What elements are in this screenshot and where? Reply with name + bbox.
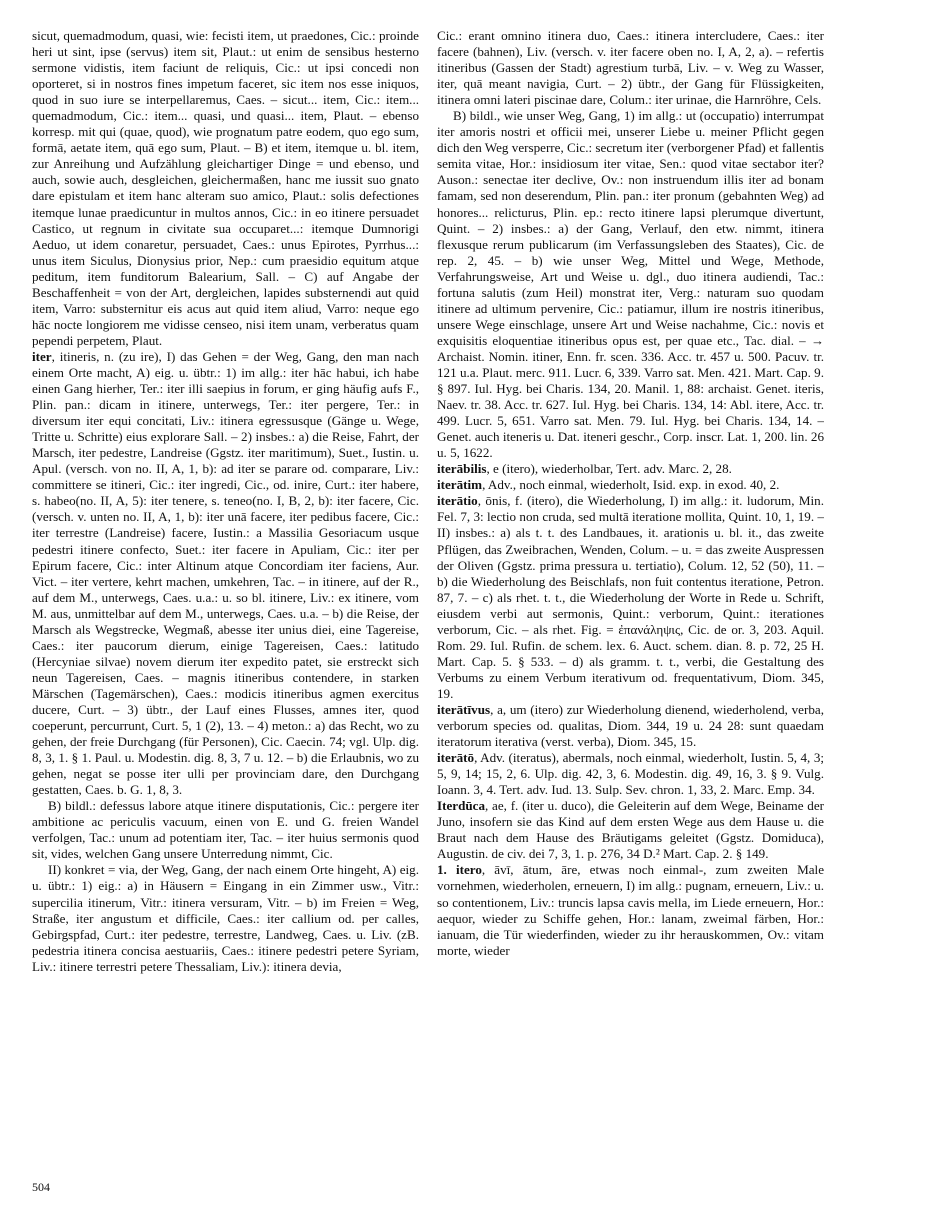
- paragraph-text: B) bildl., wie unser Weg, Gang, 1) im allg.: ut (occupatio) interrumpat iter amoris nostri et officii mei, unserer Liebe u. meiner Pflicht gegen dich den Weg versperre, Cic.: secretum iter (verborgener Pfad) et fallentis semita vitae, Hor.: insidiosum iter vitae, Sen.: quod vitae sectabor iter? Auson.: senectae iter declive, Ov.: non instruendum illis iter ad bonam famam, sed non deserendum, Plin. pan.: iter pronum (gebahnten Weg) ad honores... relicturus, Plin. ep.: recto itinere lapsi plerumque divertunt, Quint. – 2) insbes.: a) der Gang, Verlauf, den etw. nimmt, itinera flexusque rerum publicarum (im Verfassungsleben des Staates), Cic. de rep. 2, 45. – b) wie unser Weg, Mittel und Wege, Methode, Verfahrungsweise, Art und Weise u. dgl., duo itinera audiendi, Tac.: fortuna salutis (zum Heil) monstrat iter, Verg.: naturam suo quodam itinere ad ultimum pervenire, Cic.: patiamur, illum ire nostris itineribus, unsere Wege einschlage, unsere Art und Weise nachahme, Cic.: novis et exquisitis eloquentiae itineribus opus est, per quae etc., Tac. dial. – → Archaist. Nomin. itiner, Enn. fr. scen. 336. Acc. tr. 457 u. 500. Pacuv. tr. 121 u.a. Plaut. merc. 911. Lucr. 6, 339. Varro sat. Men. 421. Mart. Cap. 9. § 897. Iul. Hyg. bei Charis. 134, 20. Manil. 1, 88: archaist. Genet. iteris, Naev. tr. 38. Acc. tr. 627. Iul. Hyg. bei Charis. 134, 14: Abl. itere, Acc. tr. 499. Lucr. 5, 651. Varro sat. Men. 79. Iul. Hyg. bei Charis. 134, 14. – Genet. auch iteneris u. Dat. iteneri geschr., Corp. inscr. Lat. 1, 200. lin. 26 u. 5, 1622.: [437, 108, 824, 461]
- iter-continuation: [437, 28, 824, 108]
- entry-body: , itineris, n. (zu ire), I) das Gehen = der Weg, Gang, den man nach einem Orte macht, A) eig. u. übtr.: 1) im allg.: iter hāc habui, ich habe einen Gang hierher, Ter.: iter illi saepius in forum, er ging häufig aufs F., Plin. pan.: dicam in itinere, unterwegs, Ter.: iter pergere, Ter.: in diversum iter equi concitati, Liv.: itinera egressusque (Gänge u. Wege, Tritte u. Schritte) eius explorare Sall. – 2) insbes.: a) die Reise, Fahrt, der Marsch, iter pedestre, Landreise (Ggstz. iter maritimum), Suet., Iustin. u. Apul. (versch. von no. II, A, 1, b): ad iter se parare od. comparare, Liv.: committere se itineri, Cic.: iter ingredi, Cic., od. inire, Curt.: iter habere, s. habeo(no. II, A, 5): iter tenere, s. teneo(no. I, B, 2, b): iter facere, Cic. (versch. v. unten no. II, A, 1, b): iter unā facere, iter pedibus facere, Cic.: iter terrestre (Landreise) facere, Iustin.: a Massilia Gesoriacum usque pedestri itinere confecto, Suet.: iter facere in Apuliam, Cic.: iter per Epirum facere, Cic.: inter Altinum atque Concordiam iter faciens, Aur. Vict. – iter vertere, kehrt machen, umkehren, Tac. – in itinere, auf der R., auf dem M., unterwegs, Caes. u.a.: u. so bl. itinere, Liv.: ex itinere, vom M. aus, unmittelbar auf dem M., unterwegs, Caes. u.a. – b) die Reise, der Marsch als Wegstrecke, Wegmaß, abesse iter unius diei, eine Tagereise, Caes.: iter paucorum dierum, einige Tagereisen, Caes.: latitudo (Hercyniae silvae) novem dierum iter expedito patet, sie erstreckt sich neun Tagereisen, Caes. – magnis itineribus contendere, in starken Märschen (Tagemärschen), Caes.: modicis itineribus agmen exercitus ducere, Curt. – 3) übtr., der Lauf eines Flusses, amnes iter, quod coeperunt, percurrunt, Curt. 5, 1 (2), 13. – 4) meton.: a) das Recht, wo zu gehen, der freie Durchgang (für Personen), Cic. Caecin. 74; vgl. Ulp. dig. 8, 3, 1. § 1. Paul. u. Modestin. dig. 8, 3, 7 u. 12. – b) die Erlaubnis, wo zu gehen, negat se posse iter ulli per provinciam dare, den Durchgang gestatten, Caes. b. G. 1, 8, 3.: [32, 348, 419, 798]
- entry-headword: iterātio: [437, 493, 478, 509]
- paragraph-text: II) konkret = via, der Weg, Gang, der nach einem Orte hingeht, A) eig. u. übtr.: 1) eig.: a) in Häusern = Eingang in ein Zimmer usw., Vitr.: supercilia itinerum, Vitr.: itinera versuram, Vitr. – b) im Freien = Weg, Straße, iter angustum et difficile, Caes.: iter callium od. per calles, Gebirgspfad, Curt.: iter pedestre, terrestre, Landweg, Caes. u. Liv. (zB. pedestria itinera concisa aestuariis, Caes.: itinere pedestri petere Syriam, Liv.: itinere terrestri petere Thessaliam, Liv.): itinera devia,: [32, 862, 419, 974]
- page-number: 504: [32, 1180, 50, 1194]
- entry-body: , ōnis, f. (itero), die Wiederholung, I) im allg.: it. ludorum, Min. Fel. 7, 3: lectio non cruda, sed multā iteratione mollita, Quint. 10, 1, 19. – II) insbes.: a) als t. t. des Landbaues, it. arationis u. bl. it., das zweite Pflügen, das Zweibrachen, Wenden, Colum. – u. = das zweite Auspressen der Oliven (Ggstz. prima pressura u. tertiatio), Colum. 12, 52 (50), 11. – b) die Wiederholung des Beischlafs, non fuit contentus iteratione, Petron. 87, 7. – c) als rhet. t. t., die Wiederholung der Worte in Rede u. Schrift, eiusdem verbi aut sermonis, Quint.: verborum, Quint.: iterationes verborum, Cic. – als rhet. Fig. = ἐπανάληψις, Cic. de or. 3, 203. Aquil. Rom. 29. Iul. Rufin. de schem. lex. 6. Auct. schem. dian. 8. p. 72, 25 H. Mart. Cap. 5. § 533. – d) als gramm. t. t., verbi, die Gestaltung des Verbums zu einem Verbum iterativum od. frequentativum, Diom. 345, 19.: [437, 493, 824, 701]
- entry-headword: iterātim: [437, 477, 483, 493]
- right-column: [437, 28, 824, 1186]
- left-column: [32, 28, 419, 1186]
- entry-body: , Adv. (iteratus), abermals, noch einmal, wiederholt, Iustin. 5, 4, 3; 5, 9, 14; 15, 2, 6. Ulp. dig. 42, 3, 6. Modestin. dig. 49, 16, 3. § 9. Vulg. Ioann. 3, 4. Tert. adv. Iud. 13. Sulp. Sev. chron. 1, 33, 2. Marc. Emp. 34.: [437, 750, 824, 798]
- entry-body: , a, um (itero) zur Wiederholung dienend, wiederholend, verba, verborum species od. qualitas, Diom. 344, 19 u. 24 28: sunt quaedam iteratorum iterativa (verst. verba), Diom. 345, 15.: [437, 701, 824, 750]
- entry-headword: iter: [32, 348, 52, 364]
- entry-iteratio: [437, 493, 824, 702]
- entry-itero: [437, 862, 824, 958]
- entry-headword: iterātō: [437, 750, 475, 766]
- paragraph-text: sicut, quemadmodum, quasi, wie: fecisti item, ut praedones, Cic.: proinde heri ut sint, ipse (servus) item sit, Plaut.: ut enim de sensibus hesterno sermone vidistis, item faciunt de reliquis, Cic.: ut ipsi concedi non oporteret, si in nostros fines impetum faceret, sic item nos esse iniquos, quod in suo iure se interpellaremus, Caes. – sicut... item, Cic.: item... quemadmodum, Cic.: item... quasi, und quasi... item, Plaut. – ebenso korresp. mit qui (quae, quod), wie prognatum patre eodem, quo ego sum, formā, aetate item, quā ego sum, Plaut. – B) et item, itemque u. bl. item, zur Anreihung und Aufzählung gleichartiger Dinge = und ebenso, und auch, sowie auch, desgleichen, gleichermaßen, hanc me iussit suo gnato dare epistulam et item hanc alteram suo amico, Plaut.: solis defectiones itemque lunae praedicuntur in multos annos, Cic.: in eo itinere persuadet Castico, ut regnum in civitate sua occuparet...: itemque Dumnorigi Aeduo, ut idem conaretur, persuadet, Caes.: unus Epirotes, Pyrrhus...: unus item Siculus, Dionysius prior, Nep.: cum praesidio equitum atque peditum, item funditorum Balearium, Sall. – C) auf Angabe der Beschaffenheit = von der Art, dergleichen, lapides substernendi aut quid item, Varro: substernitur eis acus aut quid item aliud, Varro: neque ego hāc nocte longiorem me vidisse censeo, nisi item unam, verberatus quam pependi perpetem, Plaut.: [32, 28, 419, 348]
- entry-headword: Iterdūca: [437, 798, 486, 814]
- entry-iter: [32, 349, 419, 798]
- entry-iterativus: [437, 702, 824, 750]
- iter-section-ii: [32, 862, 419, 974]
- paragraph-text: Cic.: erant omnino itinera duo, Caes.: itinera intercludere, Caes.: iter facere (bahnen), Liv. (versch. v. iter facere oben no. I, A, 2, a). – refertis itineribus (Gassen der Stadt) agrestium turbā, Liv. – v. Weg zu Wasser, iter, quā meant navigia, Curt. – 2) übtr., der Gang für Flüssigkeiten, itinera omni lateri piscinae dare, Colum.: iter urinae, die Harnröhre, Cels.: [437, 28, 824, 108]
- entry-iterduca: [437, 798, 824, 862]
- entry-iteratim: [437, 477, 824, 493]
- entry-iterato: [437, 750, 824, 798]
- entry-headword: iterābilis: [437, 461, 487, 477]
- iter-section-b: [32, 798, 419, 862]
- item-entry-continuation: [32, 28, 419, 349]
- iter-section-ii-b: [437, 108, 824, 461]
- paragraph-text: B) bildl.: defessus labore atque itinere disputationis, Cic.: pergere iter ambitione ac periculis vacuum, einen von E. und G. freien Wandel verfolgen, Tac.: unum ad potentiam iter, Tac. – iter huius sermonis quod sit, vides, welchen Gang unsere Unterredung nimmt, Cic.: [32, 798, 419, 862]
- entry-body: , e (itero), wiederholbar, Tert. adv. Marc. 2, 28.: [486, 461, 732, 477]
- entry-iterabilis: [437, 461, 824, 477]
- entry-body: , Adv., noch einmal, wiederholt, Isid. exp. in exod. 40, 2.: [482, 477, 780, 493]
- entry-body: , āvī, ātum, āre, etwas noch einmal-, zum zweiten Male vornehmen, wiederholen, erneuern, I) im allg.: pugnam, erneuern, Liv.: u. so contentionem, Liv.: truncis lapsa cavis mella, im Liede erneuern, Hor.: aequor, wieder zu Schiffe gehen, Hor.: lanam, zweimal färben, Hor.: ianuam, die Tür wiederfinden, wieder zu ihr herauskommen, Ov.: vitam morte, wieder: [437, 862, 824, 958]
- entry-headword: 1. itero: [437, 862, 482, 878]
- entry-headword: iterātīvus: [437, 701, 491, 717]
- entry-body: , ae, f. (iter u. duco), die Geleiterin auf dem Wege, Beiname der Juno, insofern sie das Kind auf dem ersten Wege aus dem Hause u. die Braut nach dem Hause des Bräutigams geleitet (Ggstz. Domiduca), Augustin. de civ. dei 7, 3, 1. p. 276, 34 D.² Mart. Cap. 2. § 149.: [437, 798, 824, 862]
